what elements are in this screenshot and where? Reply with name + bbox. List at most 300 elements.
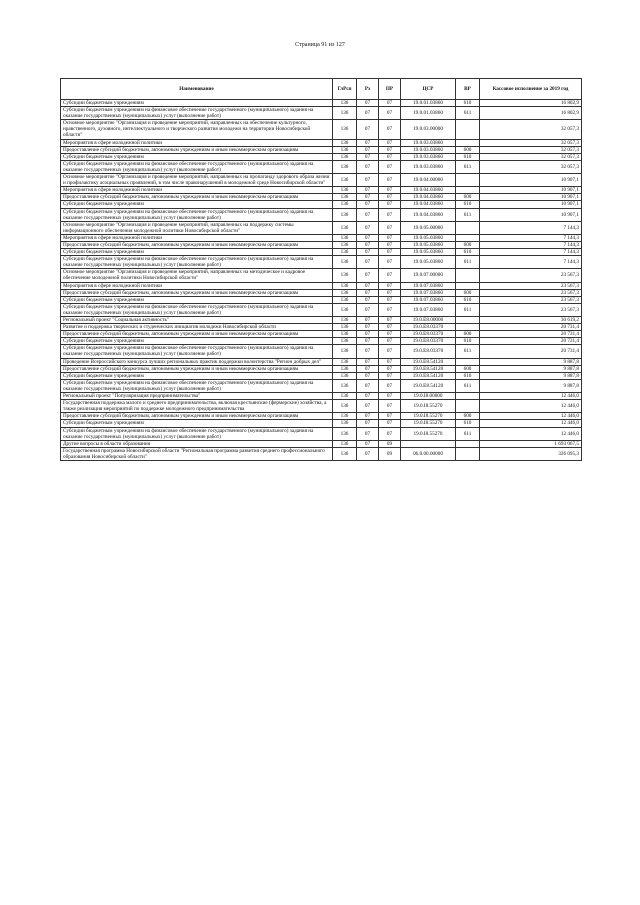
cell-name: Субсидии бюджетным учреждениям — [61, 338, 333, 345]
cell-pr: 07 — [379, 413, 401, 420]
cell-csr: 19.0.07.00000 — [401, 269, 456, 282]
table-row — [61, 107, 582, 120]
cell-name: Субсидии бюджетным учреждениям на финансовое обеспечение государственного (муниципального) задания на оказание государственных (муниципальных) услуг (выполнение работ) — [61, 160, 333, 173]
cell-name: Региональный проект "Популяризация предпринимательства" — [61, 393, 333, 400]
cell-amount: 20 731,4 — [480, 345, 582, 358]
cell-pr: 07 — [379, 400, 401, 413]
cell-vr: 600 — [456, 331, 480, 338]
cell-name: Государственная поддержка малого и среднего предпринимательства, включая крестьянские (фермерские) хозяйства, а также реализация мероприятий по поддержке молодежного предпринимательства — [61, 400, 333, 413]
cell-amount: 32 057,3 — [480, 160, 582, 173]
cell-csr: 19.0.E8.54120 — [401, 358, 456, 365]
cell-vr: 611 — [456, 256, 480, 269]
cell-rz: 07 — [357, 120, 379, 139]
cell-pr: 07 — [379, 324, 401, 331]
cell-rz: 07 — [357, 241, 379, 248]
cell-rz: 07 — [357, 208, 379, 221]
cell-csr: 19.0.E8.03370 — [401, 331, 456, 338]
table-row — [61, 413, 582, 420]
cell-csr: 19.0.04.03860 — [401, 187, 456, 194]
cell-pr: 07 — [379, 120, 401, 139]
cell-name: Субсидии бюджетным учреждениям — [61, 100, 333, 107]
table-row — [61, 338, 582, 345]
cell-vr — [456, 174, 480, 187]
cell-vr: 611 — [456, 345, 480, 358]
cell-rz: 07 — [357, 427, 379, 440]
cell-grs: 136 — [333, 427, 357, 440]
cell-amount: 20 731,4 — [480, 331, 582, 338]
table-row — [61, 440, 582, 447]
cell-grs: 136 — [333, 372, 357, 379]
cell-pr: 07 — [379, 296, 401, 303]
cell-name: Субсидии бюджетным учреждениям на финансовое обеспечение государственного (муниципального) задания на оказание государственных (муниципальных) услуг (выполнение работ) — [61, 345, 333, 358]
cell-vr: 611 — [456, 107, 480, 120]
cell-name: Субсидии бюджетным учреждениям на финансовое обеспечение государственного (муниципального) задания на оказание государственных (муниципальных) услуг (выполнение работ) — [61, 303, 333, 316]
cell-csr: 19.0.03.03860 — [401, 153, 456, 160]
cell-grs: 136 — [333, 139, 357, 146]
cell-rz: 07 — [357, 249, 379, 256]
cell-name: Субсидии бюджетным учреждениям на финансовое обеспечение государственного (муниципального) задания на оказание государственных (муниципальных) услуг (выполнение работ) — [61, 107, 333, 120]
cell-csr: 19.0.I8.55270 — [401, 427, 456, 440]
cell-name: Проведение Всероссийского конкурса лучших региональных практик поддержки волонтерства "Регион добрых дел" — [61, 358, 333, 365]
cell-csr: 19.0.07.03860 — [401, 303, 456, 316]
cell-vr: 610 — [456, 153, 480, 160]
cell-amount: 32 057,3 — [480, 153, 582, 160]
cell-amount: 23 567,3 — [480, 282, 582, 289]
cell-grs: 136 — [333, 345, 357, 358]
cell-vr: 610 — [456, 249, 480, 256]
table-row — [61, 201, 582, 208]
cell-amount: 20 731,4 — [480, 324, 582, 331]
cell-csr: 19.0.07.03860 — [401, 296, 456, 303]
cell-name: Основное мероприятие "Организация и проведение мероприятий, направленных на методическое и кадровое обеспечение молодежной политики Новосибирской области" — [61, 269, 333, 282]
cell-name: Субсидии бюджетным учреждениям — [61, 420, 333, 427]
table-row — [61, 282, 582, 289]
cell-vr: 611 — [456, 160, 480, 173]
cell-pr: 07 — [379, 234, 401, 241]
table-row — [61, 372, 582, 379]
cell-name: Предоставление субсидий бюджетным, автономным учреждениям и иным некоммерческим организациям — [61, 331, 333, 338]
cell-csr: 19.0.E8.54120 — [401, 365, 456, 372]
cell-csr: 19.0.E8.54120 — [401, 372, 456, 379]
cell-grs: 136 — [333, 338, 357, 345]
cell-vr: 600 — [456, 241, 480, 248]
cell-rz: 07 — [357, 146, 379, 153]
cell-grs: 136 — [333, 208, 357, 221]
cell-grs: 136 — [333, 269, 357, 282]
table-row — [61, 174, 582, 187]
cell-csr: 19.0.05.03860 — [401, 256, 456, 269]
cell-rz: 07 — [357, 303, 379, 316]
cell-pr: 07 — [379, 241, 401, 248]
cell-rz: 07 — [357, 139, 379, 146]
cell-rz: 07 — [357, 269, 379, 282]
table-row — [61, 269, 582, 282]
cell-amount: 10 907,1 — [480, 187, 582, 194]
cell-pr: 07 — [379, 345, 401, 358]
cell-grs: 136 — [333, 201, 357, 208]
table-row — [61, 427, 582, 440]
table-row — [61, 146, 582, 153]
cell-pr: 07 — [379, 201, 401, 208]
table-row — [61, 358, 582, 365]
cell-vr: 600 — [456, 289, 480, 296]
cell-pr: 07 — [379, 100, 401, 107]
cell-pr: 07 — [379, 269, 401, 282]
cell-rz: 07 — [357, 296, 379, 303]
table-body — [61, 100, 582, 461]
cell-name: Основное мероприятие "Организация и проведение мероприятий, направленных на пропаганду здорового образа жизни и профилактику асоциальных проявлений, в том числе правонарушений в молодежной среде Новосибирской области" — [61, 174, 333, 187]
cell-pr: 07 — [379, 372, 401, 379]
cell-amount: 32 057,3 — [480, 120, 582, 139]
cell-vr: 600 — [456, 413, 480, 420]
cell-amount: 12 446,0 — [480, 400, 582, 413]
cell-amount: 9 887,8 — [480, 365, 582, 372]
table-row — [61, 160, 582, 173]
table-row — [61, 256, 582, 269]
cell-name: Развитие и поддержка творческих и студенческих инициатив молодежи Новосибирской области — [61, 324, 333, 331]
table-row — [61, 234, 582, 241]
cell-name: Субсидии бюджетным учреждениям на финансовое обеспечение государственного (муниципального) задания на оказание государственных (муниципальных) услуг (выполнение работ) — [61, 208, 333, 221]
cell-grs: 136 — [333, 413, 357, 420]
cell-csr: 19.0.07.03860 — [401, 289, 456, 296]
cell-pr: 07 — [379, 365, 401, 372]
cell-rz: 07 — [357, 221, 379, 234]
table-row — [61, 345, 582, 358]
cell-grs: 136 — [333, 324, 357, 331]
cell-csr: 19.0.E8.03370 — [401, 345, 456, 358]
cell-name: Субсидии бюджетным учреждениям на финансовое обеспечение государственного (муниципального) задания на оказание государственных (муниципальных) услуг (выполнение работ) — [61, 427, 333, 440]
cell-amount: 23 567,3 — [480, 269, 582, 282]
cell-amount: 7 144,3 — [480, 221, 582, 234]
cell-pr: 07 — [379, 221, 401, 234]
table-row — [61, 153, 582, 160]
cell-name: Субсидии бюджетным учреждениям на финансовое обеспечение государственного (муниципального) задания на оказание государственных (муниципальных) услуг (выполнение работ) — [61, 256, 333, 269]
table-row — [61, 400, 582, 413]
cell-csr: 19.0.05.03860 — [401, 234, 456, 241]
table-row — [61, 365, 582, 372]
cell-amount: 12 446,0 — [480, 420, 582, 427]
table-row — [61, 393, 582, 400]
cell-amount: 32 057,3 — [480, 146, 582, 153]
cell-rz: 07 — [357, 413, 379, 420]
cell-vr — [456, 269, 480, 282]
table-row — [61, 221, 582, 234]
header-grs: ГлРсп — [333, 79, 357, 100]
cell-csr: 19.0.I8.55270 — [401, 413, 456, 420]
cell-grs: 136 — [333, 379, 357, 392]
cell-grs: 136 — [333, 241, 357, 248]
cell-vr: 610 — [456, 100, 480, 107]
page-number: Страница 91 из 127 — [295, 42, 345, 48]
header-vr: ВР — [456, 79, 480, 100]
cell-vr: 610 — [456, 372, 480, 379]
cell-grs: 136 — [333, 447, 357, 460]
cell-csr: 19.0.05.03860 — [401, 249, 456, 256]
cell-amount: 10 907,1 — [480, 194, 582, 201]
cell-amount: 12 446,0 — [480, 413, 582, 420]
table-row — [61, 100, 582, 107]
cell-vr: 611 — [456, 208, 480, 221]
cell-grs: 136 — [333, 256, 357, 269]
table-row — [61, 420, 582, 427]
cell-grs: 136 — [333, 358, 357, 365]
cell-grs: 136 — [333, 282, 357, 289]
cell-vr — [456, 120, 480, 139]
cell-vr: 600 — [456, 194, 480, 201]
cell-csr: 19.0.03.03860 — [401, 146, 456, 153]
cell-grs: 136 — [333, 249, 357, 256]
cell-grs: 136 — [333, 107, 357, 120]
header-pr: ПР — [379, 79, 401, 100]
cell-pr: 07 — [379, 420, 401, 427]
cell-vr: 610 — [456, 201, 480, 208]
cell-amount: 30 619,2 — [480, 317, 582, 324]
header-amount: Кассовое исполнение за 2019 год — [480, 79, 582, 100]
cell-pr: 07 — [379, 289, 401, 296]
cell-amount: 23 567,3 — [480, 303, 582, 316]
cell-rz: 07 — [357, 440, 379, 447]
cell-name: Основное мероприятие "Организация и проведение мероприятий, направленных на поддержку системы информационного обеспечения молодежной политики Новосибирской области" — [61, 221, 333, 234]
cell-name: Основное мероприятие "Организация и проведение мероприятий, направленных на обеспечение культурного, нравственного, духовного, интеллектуального и творческого развития молодежи на территории Новосибирской области" — [61, 120, 333, 139]
cell-name: Другие вопросы в области образования — [61, 440, 333, 447]
cell-rz: 07 — [357, 358, 379, 365]
cell-amount: 10 907,1 — [480, 201, 582, 208]
cell-name: Мероприятия в сфере молодежной политики — [61, 187, 333, 194]
cell-grs: 136 — [333, 420, 357, 427]
cell-pr: 07 — [379, 194, 401, 201]
cell-rz: 07 — [357, 365, 379, 372]
cell-rz: 07 — [357, 289, 379, 296]
cell-amount: 32 057,3 — [480, 139, 582, 146]
cell-pr: 07 — [379, 174, 401, 187]
cell-csr: 19.0.04.03860 — [401, 208, 456, 221]
cell-rz: 07 — [357, 331, 379, 338]
cell-rz: 07 — [357, 324, 379, 331]
header-name: Наименование — [61, 79, 333, 100]
table-row — [61, 447, 582, 460]
cell-grs: 136 — [333, 296, 357, 303]
cell-amount: 9 887,8 — [480, 379, 582, 392]
cell-vr — [456, 440, 480, 447]
cell-csr: 19.0.04.03860 — [401, 201, 456, 208]
cell-grs: 136 — [333, 221, 357, 234]
cell-name: Государственная программа Новосибирской области "Региональная программа развития среднего профессионального образования Новосибирской области" — [61, 447, 333, 460]
cell-csr: 19.0.04.03860 — [401, 194, 456, 201]
header-csr: ЦСР — [401, 79, 456, 100]
cell-grs: 136 — [333, 187, 357, 194]
cell-rz: 07 — [357, 317, 379, 324]
cell-csr: 19.0.01.03860 — [401, 107, 456, 120]
cell-amount: 7 144,3 — [480, 241, 582, 248]
cell-vr: 600 — [456, 365, 480, 372]
cell-csr: 19.0.04.00000 — [401, 174, 456, 187]
cell-vr — [456, 139, 480, 146]
cell-amount: 23 567,3 — [480, 289, 582, 296]
cell-amount: 20 731,4 — [480, 338, 582, 345]
table-row — [61, 324, 582, 331]
cell-pr: 07 — [379, 146, 401, 153]
cell-amount: 7 144,3 — [480, 256, 582, 269]
cell-name: Субсидии бюджетным учреждениям — [61, 201, 333, 208]
cell-name: Субсидии бюджетным учреждениям на финансовое обеспечение государственного (муниципального) задания на оказание государственных (муниципальных) услуг (выполнение работ) — [61, 379, 333, 392]
cell-grs: 136 — [333, 289, 357, 296]
cell-amount: 1 693 067,5 — [480, 440, 582, 447]
cell-csr: 19.0.I8.00000 — [401, 393, 456, 400]
cell-rz: 07 — [357, 282, 379, 289]
cell-grs: 136 — [333, 174, 357, 187]
cell-vr — [456, 358, 480, 365]
table-row — [61, 120, 582, 139]
cell-csr: 19.0.01.03860 — [401, 100, 456, 107]
cell-grs: 136 — [333, 100, 357, 107]
cell-rz: 07 — [357, 447, 379, 460]
cell-grs: 136 — [333, 160, 357, 173]
cell-pr: 07 — [379, 282, 401, 289]
cell-grs: 136 — [333, 393, 357, 400]
cell-pr: 07 — [379, 256, 401, 269]
cell-pr: 07 — [379, 338, 401, 345]
cell-name: Предоставление субсидий бюджетным, автономным учреждениям и иным некоммерческим организациям — [61, 365, 333, 372]
cell-vr: 610 — [456, 338, 480, 345]
cell-rz: 07 — [357, 160, 379, 173]
table-row — [61, 379, 582, 392]
table-row — [61, 296, 582, 303]
cell-rz: 07 — [357, 372, 379, 379]
cell-csr: 19.0.07.03860 — [401, 282, 456, 289]
table-row — [61, 194, 582, 201]
cell-vr — [456, 400, 480, 413]
cell-pr: 09 — [379, 447, 401, 460]
cell-pr: 07 — [379, 427, 401, 440]
cell-name: Предоставление субсидий бюджетным, автономным учреждениям и иным некоммерческим организациям — [61, 241, 333, 248]
cell-pr: 07 — [379, 358, 401, 365]
cell-amount: 12 446,0 — [480, 393, 582, 400]
cell-grs: 136 — [333, 234, 357, 241]
cell-rz: 07 — [357, 187, 379, 194]
header-rz: Рз — [357, 79, 379, 100]
cell-amount: 23 567,3 — [480, 296, 582, 303]
cell-pr: 07 — [379, 187, 401, 194]
cell-amount: 10 907,1 — [480, 174, 582, 187]
cell-csr: 19.0.03.03860 — [401, 160, 456, 173]
table-row — [61, 187, 582, 194]
cell-name: Мероприятия в сфере молодежной политики — [61, 282, 333, 289]
cell-grs: 136 — [333, 440, 357, 447]
cell-pr: 07 — [379, 208, 401, 221]
table-row — [61, 331, 582, 338]
cell-csr — [401, 440, 456, 447]
cell-csr: 19.0.E8.00000 — [401, 317, 456, 324]
cell-vr: 600 — [456, 146, 480, 153]
cell-name: Субсидии бюджетным учреждениям — [61, 249, 333, 256]
cell-grs: 136 — [333, 317, 357, 324]
cell-rz: 07 — [357, 201, 379, 208]
cell-rz: 07 — [357, 338, 379, 345]
cell-rz: 07 — [357, 153, 379, 160]
cell-vr: 610 — [456, 420, 480, 427]
cell-amount: 9 887,8 — [480, 372, 582, 379]
cell-amount: 10 907,1 — [480, 208, 582, 221]
cell-pr: 07 — [379, 393, 401, 400]
table-row — [61, 249, 582, 256]
cell-grs: 136 — [333, 194, 357, 201]
cell-pr: 07 — [379, 331, 401, 338]
cell-name: Предоставление субсидий бюджетным, автономным учреждениям и иным некоммерческим организациям — [61, 194, 333, 201]
cell-csr: 19.0.03.00000 — [401, 120, 456, 139]
cell-csr: 19.0.05.00000 — [401, 221, 456, 234]
cell-amount: 326 095,3 — [480, 447, 582, 460]
cell-rz: 07 — [357, 107, 379, 120]
cell-grs: 136 — [333, 153, 357, 160]
cell-name: Субсидии бюджетным учреждениям — [61, 296, 333, 303]
cell-name: Мероприятия в сфере молодежной политики — [61, 139, 333, 146]
cell-vr: 610 — [456, 296, 480, 303]
cell-csr: 19.0.I8.55270 — [401, 400, 456, 413]
cell-pr: 07 — [379, 379, 401, 392]
cell-amount: 7 144,3 — [480, 234, 582, 241]
table-row — [61, 241, 582, 248]
cell-pr: 07 — [379, 317, 401, 324]
cell-name: Субсидии бюджетным учреждениям — [61, 372, 333, 379]
cell-rz: 07 — [357, 174, 379, 187]
cell-rz: 07 — [357, 194, 379, 201]
cell-grs: 136 — [333, 303, 357, 316]
cell-grs: 136 — [333, 146, 357, 153]
cell-vr — [456, 282, 480, 289]
cell-rz: 07 — [357, 400, 379, 413]
cell-vr — [456, 447, 480, 460]
cell-csr: 19.0.E8.54120 — [401, 379, 456, 392]
cell-grs: 136 — [333, 365, 357, 372]
cell-vr — [456, 324, 480, 331]
cell-vr — [456, 393, 480, 400]
cell-vr: 611 — [456, 379, 480, 392]
table-header-row — [61, 79, 582, 100]
cell-amount: 16 802,9 — [480, 107, 582, 120]
cell-name: Предоставление субсидий бюджетным, автономным учреждениям и иным некоммерческим организациям — [61, 413, 333, 420]
cell-pr: 07 — [379, 303, 401, 316]
cell-pr: 09 — [379, 440, 401, 447]
cell-grs: 136 — [333, 331, 357, 338]
cell-name: Региональный проект "Социальная активность" — [61, 317, 333, 324]
cell-rz: 07 — [357, 393, 379, 400]
table-row — [61, 303, 582, 316]
table-row — [61, 208, 582, 221]
cell-csr: 19.0.E8.03370 — [401, 324, 456, 331]
cell-csr: 19.0.E8.03370 — [401, 338, 456, 345]
cell-vr: 611 — [456, 427, 480, 440]
cell-rz: 07 — [357, 379, 379, 392]
cell-name: Предоставление субсидий бюджетным, автономным учреждениям и иным некоммерческим организациям — [61, 289, 333, 296]
cell-rz: 07 — [357, 100, 379, 107]
cell-rz: 07 — [357, 234, 379, 241]
cell-grs: 136 — [333, 120, 357, 139]
table-row — [61, 289, 582, 296]
cell-amount: 12 446,0 — [480, 427, 582, 440]
cell-csr: 19.0.05.03860 — [401, 241, 456, 248]
cell-pr: 07 — [379, 107, 401, 120]
cell-pr: 07 — [379, 153, 401, 160]
cell-name: Мероприятия в сфере молодежной политики — [61, 234, 333, 241]
budget-table — [60, 78, 582, 461]
cell-name: Субсидии бюджетным учреждениям — [61, 153, 333, 160]
table-row — [61, 139, 582, 146]
cell-rz: 07 — [357, 345, 379, 358]
cell-amount: 9 887,8 — [480, 358, 582, 365]
cell-csr: 19.0.I8.55270 — [401, 420, 456, 427]
cell-rz: 07 — [357, 420, 379, 427]
cell-vr — [456, 187, 480, 194]
